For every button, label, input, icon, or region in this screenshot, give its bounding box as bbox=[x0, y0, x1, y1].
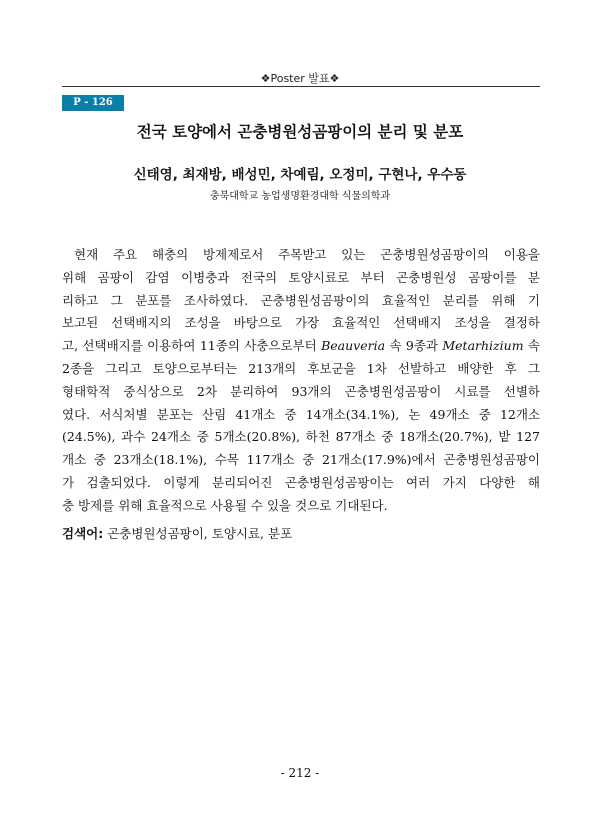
page-number: - 212 - bbox=[280, 766, 320, 780]
abstract-line: 형태학적 중식상으로 2차 분리하여 93개의 곤충병원성곰팡이 시료를 선별하 bbox=[62, 383, 540, 399]
keywords-label: 검색어: bbox=[62, 526, 104, 541]
keywords-value: 곤충병원성곰팡이, 토양시료, 분포 bbox=[103, 526, 293, 541]
abstract-line: 보고된 선택배지의 조성을 바탕으로 가장 효율적인 선택배지 조성을 결정하 bbox=[62, 315, 540, 331]
abstract-line: 위해 곰팡이 감염 이병충과 전국의 토양시료로 부터 곤충병원성 곰팡이를 분 bbox=[62, 269, 540, 285]
abstract-line: 2종을 그리고 토양으로부터는 213개의 후보군을 1차 선발하고 배양한 후 그 bbox=[62, 360, 540, 376]
abstract-body bbox=[62, 244, 540, 518]
affiliation: 충북대학교 농업생명환경대학 식물의학과 bbox=[209, 191, 391, 202]
abstract-fragment: 고, 선택배지를 이용하여 11종의 사충으로부터 bbox=[62, 338, 322, 354]
abstract-fragment: 속 9종과 bbox=[389, 338, 443, 354]
abstract-line: 가 검출되었다. 이렇게 분리되어진 곤충병원성곰팡이는 여러 가지 다양한 해 bbox=[62, 474, 540, 490]
abstract-line: 현재 주요 해충의 방제제로서 주목받고 있는 곤충병원성곰팡이의 이용을 bbox=[74, 247, 540, 262]
section-label: ❖Poster 발표❖ bbox=[260, 72, 340, 85]
abstract-line: 개소 중 23개소(18.1%), 수목 117개소 중 21개소(17.9%)에서 곤충병원성곰팡이 bbox=[62, 452, 540, 468]
genus-beauveria: Beauveria bbox=[321, 338, 386, 354]
genus-metarhizium: Metarhizium bbox=[442, 338, 524, 354]
abstract-line: 충 방제를 위해 효율적으로 사용될 수 있을 것으로 기대된다. bbox=[62, 497, 388, 513]
abstract-line: 리하고 그 분포를 조사하였다. 곤충병원성곰팡이의 효율적인 분리를 위해 기 bbox=[62, 292, 540, 308]
poster-code-badge: P - 126 bbox=[62, 95, 124, 111]
header-rule bbox=[62, 86, 540, 87]
author-list: 신태영, 최재방, 배성민, 차예림, 오정미, 구현나, 우수동 bbox=[133, 167, 467, 183]
abstract-line bbox=[62, 335, 540, 358]
keywords bbox=[62, 524, 540, 542]
abstract-line: 였다. 서식처별 분포는 산림 41개소 중 14개소(34.1%), 논 49개소 중 12개소 bbox=[62, 406, 540, 422]
abstract-fragment: 속 bbox=[523, 338, 540, 354]
abstract-line: (24.5%), 과수 24개소 중 5개소(20.8%), 하천 87개소 중 18개소(20.7%), 밭 127 bbox=[62, 429, 540, 445]
paper-title: 전국 토양에서 곤충병원성곰팡이의 분리 및 분포 bbox=[136, 123, 464, 141]
